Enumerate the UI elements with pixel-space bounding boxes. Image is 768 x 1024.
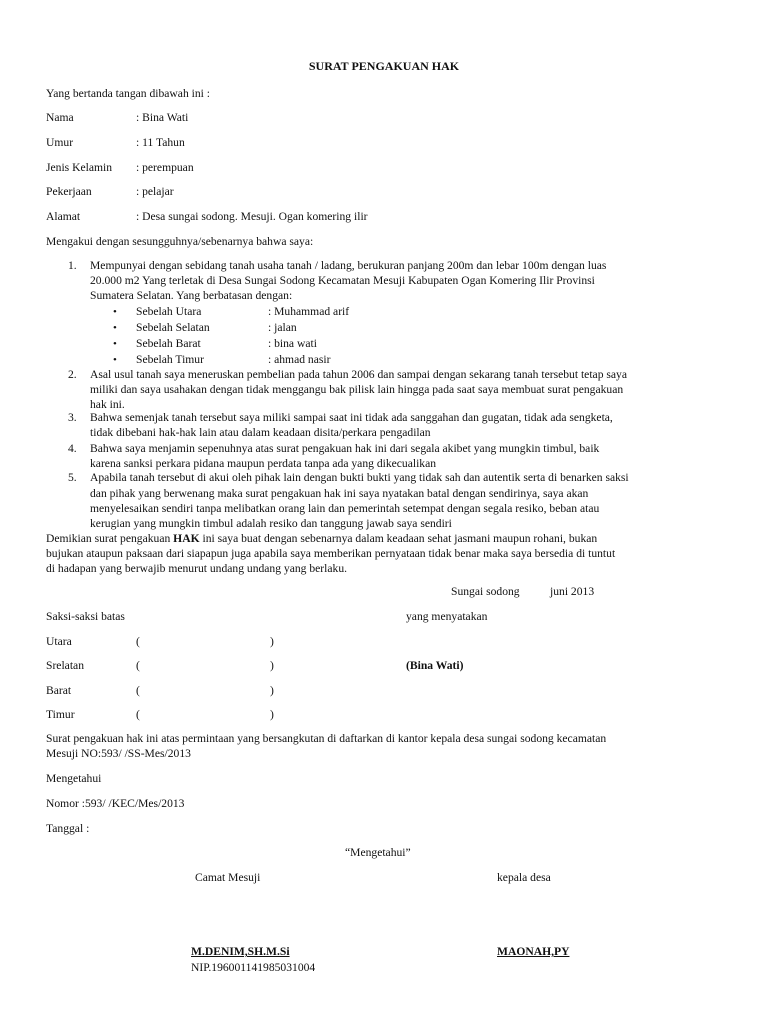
witness-paren-open: ( xyxy=(136,659,140,672)
item-line: karena sanksi perkara pidana maupun perdata tanpa ada yang dikecualikan xyxy=(90,457,437,470)
witness-label-barat: Barat xyxy=(46,684,72,697)
item-line: 20.000 m2 Yang terletak di Desa Sungai Sodong Kecamatan Mesuji Kabupaten Ogan Komering Ilir Provinsi xyxy=(90,274,595,287)
field-label-alamat: Alamat xyxy=(46,210,81,223)
registration-line-2: Mesuji NO:593/ /SS-Mes/2013 xyxy=(46,747,191,760)
declaration-text: Mengakui dengan sesungguhnya/sebenarnya bahwa saya: xyxy=(46,235,314,248)
field-value-umur: : 11 Tahun xyxy=(136,136,185,149)
mengetahui-quote: “Mengetahui” xyxy=(345,846,411,859)
border-name-utara: Sebelah Utara xyxy=(136,305,202,318)
item-line: kerugian yang mungkin timbul adalah resiko dan tanggung jawab saya sendiri xyxy=(90,517,452,530)
camat-nip: NIP.196001141985031004 xyxy=(191,961,316,974)
item-number: 2. xyxy=(68,368,77,381)
item-line: Asal usul tanah saya meneruskan pembelian pada tahun 2006 dan sampai dengan sekarang tanah tersebut tetap saya xyxy=(90,368,627,381)
item-line: menyelesaikan sendiri tanpa melibatkan orang lain dan pemerintah setempat dengan segala resiko, beban atau xyxy=(90,502,600,515)
kades-title: kepala desa xyxy=(497,871,551,884)
document-title: SURAT PENGAKUAN HAK xyxy=(308,59,460,73)
closing-text: Demikian surat pengakuan xyxy=(46,532,174,545)
item-line: Mempunyai dengan sebidang tanah usaha tanah / ladang, berukuran panjang 200m dan lebar 100m dengan luas xyxy=(90,259,607,272)
declarant-label: yang menyatakan xyxy=(406,610,488,623)
registration-line-1: Surat pengakuan hak ini atas permintaan yang bersangkutan di daftarkan di kantor kepala desa sungai sodong kecamatan xyxy=(46,732,607,745)
witness-label-srelatan: Srelatan xyxy=(46,659,84,672)
item-number: 1. xyxy=(68,259,77,272)
closing-emphasis: HAK xyxy=(173,532,200,545)
witnesses-heading: Saksi-saksi batas xyxy=(46,610,125,623)
kades-name: MAONAH,PY xyxy=(497,945,570,958)
field-value-alamat: : Desa sungai sodong. Mesuji. Ogan komering ilir xyxy=(136,210,368,223)
field-value-jenis-kelamin: : perempuan xyxy=(136,161,194,174)
item-line: Bahwa semenjak tanah tersebut saya miliki sampai saat ini tidak ada sanggahan dan gugatan, tidak ada sengketa, xyxy=(90,411,613,424)
field-value-nama: : Bina Wati xyxy=(136,111,189,124)
item-line: Sumatera Selatan. Yang berbatasan dengan: xyxy=(90,289,293,302)
witness-paren-open: ( xyxy=(136,635,140,648)
field-label-nama: Nama xyxy=(46,111,74,124)
witness-paren-open: ( xyxy=(136,684,140,697)
field-label-pekerjaan: Pekerjaan xyxy=(46,185,92,198)
item-line: Bahwa saya menjamin sepenuhnya atas surat pengakuan hak ini dari segala akibet yang mungkin timbul, baik xyxy=(90,442,600,455)
item-line: tidak dibebani hak-hak lain atau dalam keadaan disita/perkara pengadilan xyxy=(90,426,431,439)
camat-name: M.DENIM,SH.M.Si xyxy=(191,945,290,958)
item-number: 4. xyxy=(68,442,77,455)
intro-text: Yang bertanda tangan dibawah ini : xyxy=(46,87,210,100)
closing-line-1 xyxy=(46,531,725,547)
field-label-umur: Umur xyxy=(46,136,74,149)
border-name-selatan: Sebelah Selatan xyxy=(136,321,210,334)
witness-paren-close: ) xyxy=(270,659,274,672)
item-line: dan pihak yang berwenang maka surat pengakuan hak ini saya nyatakan batal dengan sendirinya, saya akan xyxy=(90,487,589,500)
tanggal-label: Tanggal : xyxy=(46,822,90,835)
field-label-jenis-kelamin: Jenis Kelamin xyxy=(46,161,113,174)
witness-paren-close: ) xyxy=(270,635,274,648)
closing-text: ini saya buat dengan sebenarnya dalam keadaan sehat jasmani maupun rohani, bukan xyxy=(199,532,598,545)
mengetahui-label: Mengetahui xyxy=(46,772,102,785)
witness-label-timur: Timur xyxy=(46,708,75,721)
item-line: miliki dan saya usahakan dengan tidak menggangu bak pilisk lain hingga pada saat saya membuat surat pengakuan xyxy=(90,383,624,396)
camat-title: Camat Mesuji xyxy=(195,871,261,884)
date-text: juni 2013 xyxy=(550,585,595,598)
bullet-icon: • xyxy=(113,322,117,334)
item-number: 5. xyxy=(68,471,77,484)
item-number: 3. xyxy=(68,411,77,424)
item-line: Apabila tanah tersebut di akui oleh pihak lain dengan bukti bukti yang tidak sah dan autentik serta di benarken saksi xyxy=(90,471,629,484)
closing-line-2: bujukan ataupun paksaan dari siapapun juga apabila saya memberikan pernyataan tidak benar maka saya bersedia di tuntut xyxy=(46,547,616,560)
border-value-barat: : bina wati xyxy=(268,337,317,350)
witness-paren-open: ( xyxy=(136,708,140,721)
bullet-icon: • xyxy=(113,354,117,366)
border-value-utara: : Muhammad arif xyxy=(268,305,350,318)
closing-line-3: di hadapan yang berwajib menurut undang undang yang berlaku. xyxy=(46,562,348,575)
item-line: hak ini. xyxy=(90,398,125,411)
border-name-barat: Sebelah Barat xyxy=(136,337,201,350)
border-value-timur: : ahmad nasir xyxy=(268,353,331,366)
bullet-icon: • xyxy=(113,338,117,350)
place-text: Sungai sodong xyxy=(451,585,520,598)
field-value-pekerjaan: : pelajar xyxy=(136,185,174,198)
witness-paren-close: ) xyxy=(270,684,274,697)
declarant-name: (Bina Wati) xyxy=(406,659,464,672)
bullet-icon: • xyxy=(113,306,117,318)
witness-paren-close: ) xyxy=(270,708,274,721)
witness-label-utara: Utara xyxy=(46,635,72,648)
border-value-selatan: : jalan xyxy=(268,321,297,334)
nomor-text: Nomor :593/ /KEC/Mes/2013 xyxy=(46,797,185,810)
border-name-timur: Sebelah Timur xyxy=(136,353,204,366)
